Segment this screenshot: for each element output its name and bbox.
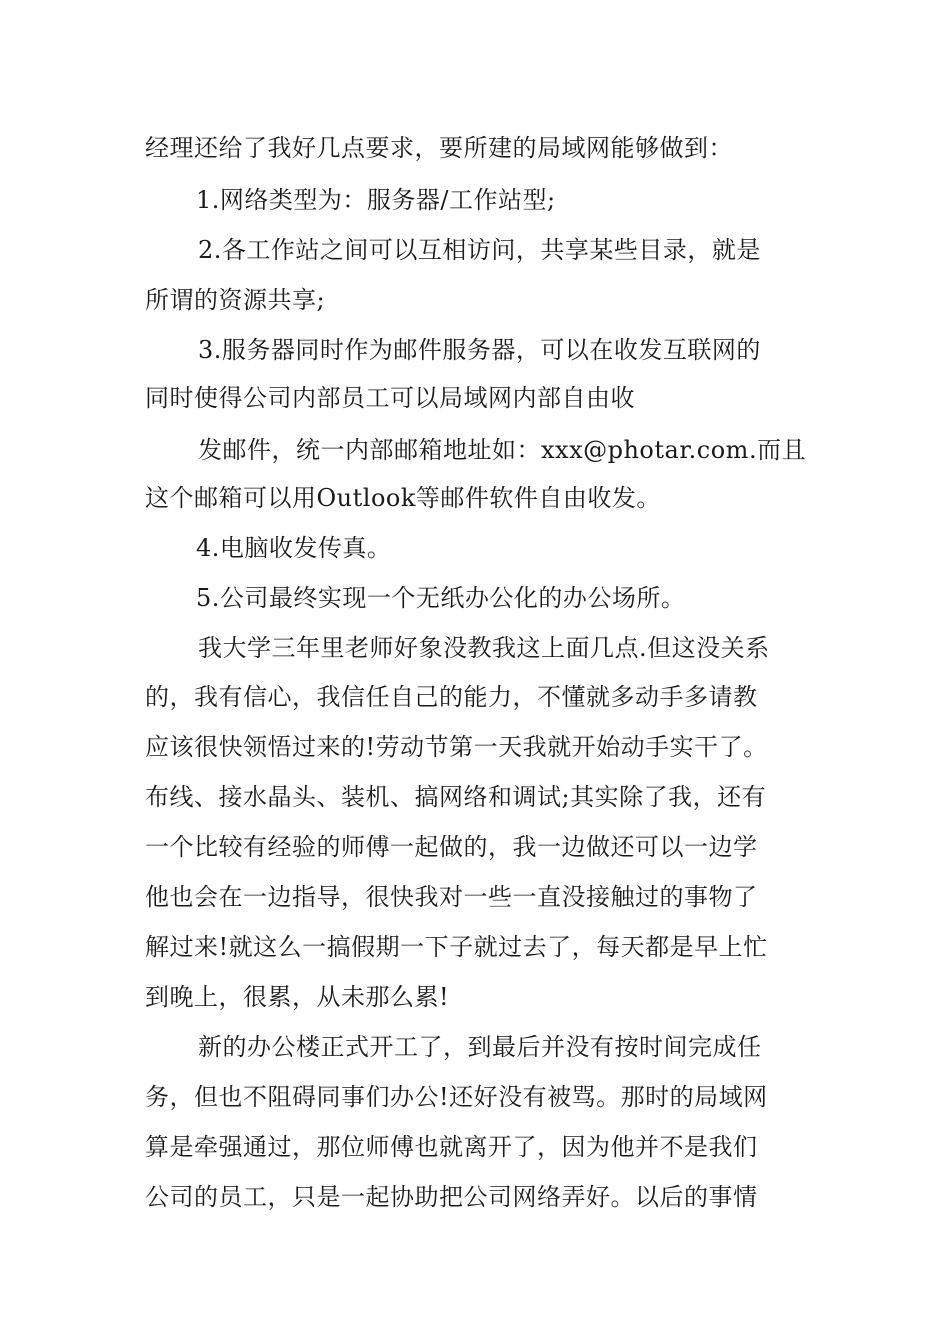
text-line: 一个比较有经验的师傅一起做的，我一边做还可以一边学 bbox=[145, 833, 758, 861]
text-line: 这个邮箱可以用Outlook等邮件软件自由收发。 bbox=[145, 484, 661, 512]
text-line: 所谓的资源共享; bbox=[145, 286, 326, 314]
list-item-1: 1.网络类型为：服务器/工作站型; bbox=[196, 186, 556, 214]
text-line: 应该很快领悟过来的!劳动节第一天我就开始动手实干了。 bbox=[145, 733, 768, 761]
text-line: 公司的员工，只是一起协助把公司网络弄好。以后的事情 bbox=[145, 1183, 758, 1211]
text-line: 解过来!就这么一搞假期一下子就过去了，每天都是早上忙 bbox=[145, 933, 768, 961]
list-item-2: 2.各工作站之间可以互相访问，共享某些目录，就是 bbox=[198, 236, 761, 264]
text-line: 发邮件，统一内部邮箱地址如：xxx@photar.com.而且 bbox=[198, 436, 807, 464]
text-line: 务，但也不阻碍同事们办公!还好没有被骂。那时的局域网 bbox=[145, 1083, 768, 1111]
text-line: 布线、接水晶头、装机、搞网络和调试;其实除了我，还有 bbox=[145, 783, 767, 811]
text-line: 的，我有信心，我信任自己的能力，不懂就多动手多请教 bbox=[145, 683, 758, 711]
text-line: 同时使得公司内部员工可以局域网内部自由收 bbox=[145, 384, 635, 412]
text-line: 经理还给了我好几点要求，要所建的局域网能够做到： bbox=[145, 134, 733, 162]
text-line: 他也会在一边指导，很快我对一些一直没接触过的事物了 bbox=[145, 883, 758, 911]
text-line: 到晚上，很累，从未那么累! bbox=[145, 983, 450, 1011]
paragraph-start: 新的办公楼正式开工了，到最后并没有按时间完成任 bbox=[198, 1033, 762, 1061]
text-line: 算是牵强通过，那位师傅也就离开了，因为他并不是我们 bbox=[145, 1133, 758, 1161]
list-item-5: 5.公司最终实现一个无纸办公化的办公场所。 bbox=[196, 584, 686, 612]
list-item-3: 3.服务器同时作为邮件服务器，可以在收发互联网的 bbox=[198, 336, 761, 364]
paragraph-start: 我大学三年里老师好象没教我这上面几点.但这没关系 bbox=[198, 634, 770, 662]
list-item-4: 4.电脑收发传真。 bbox=[196, 534, 392, 562]
